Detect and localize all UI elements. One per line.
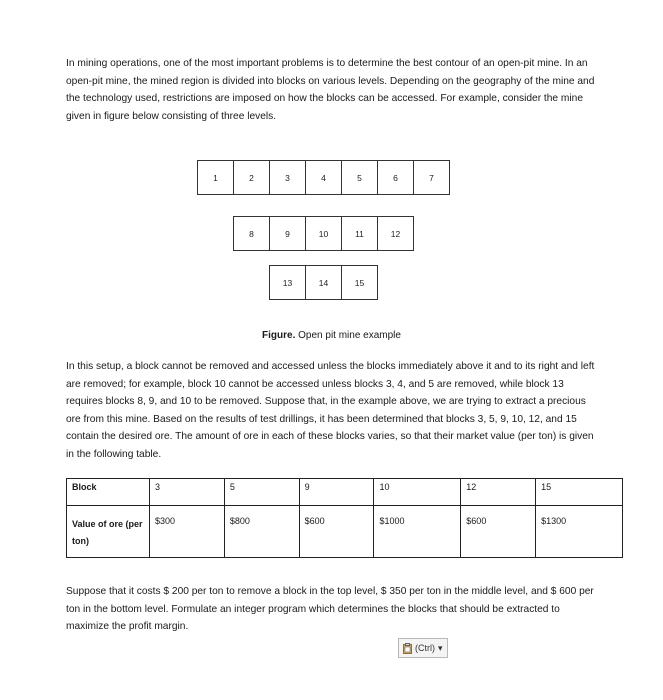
block-cell: 3 <box>150 479 225 506</box>
table-row <box>67 479 623 506</box>
block-cell: 15 <box>536 479 623 506</box>
chevron-down-icon: ▾ <box>438 642 443 653</box>
block-5: 5 <box>341 160 378 195</box>
ore-value-table <box>66 478 623 558</box>
value-cell: $1300 <box>536 506 623 558</box>
caption-label: Figure. <box>262 330 296 341</box>
block-cell: 12 <box>461 479 536 506</box>
block-9: 9 <box>269 216 306 251</box>
block-10: 10 <box>305 216 342 251</box>
block-3: 3 <box>269 160 306 195</box>
setup-paragraph: In this setup, a block cannot be removed and accessed unless the blocks immediately above it and to its right and left are removed; for example, block 10 cannot be accessed unless blocks 3, 4, and 5 are removed, while block 13 requires blocks 8, 9, and 10 to be removed. Suppose that, in the example above, we are trying to extract a precious ore from this mine. Based on the results of test drillings, it has been determined that blocks 3, 5, 9, 10, 12, and 15 contain the desired ore. The amount of ore in each of these blocks varies, so that their market value (per ton) is given in the following table. <box>66 361 595 460</box>
block-1: 1 <box>197 160 234 195</box>
block-13: 13 <box>269 265 306 300</box>
value-cell: $800 <box>224 506 299 558</box>
block-6: 6 <box>377 160 414 195</box>
value-cell: $1000 <box>374 506 461 558</box>
paste-options-label: (Ctrl) <box>415 643 435 653</box>
value-cell: $600 <box>299 506 374 558</box>
block-11: 11 <box>341 216 378 251</box>
table-row <box>67 506 623 558</box>
intro-paragraph: In mining operations, one of the most important problems is to determine the best contour of an open-pit mine. In an open-pit mine, the mined region is divided into blocks on various levels. Depending on the geography of the mine and the technology used, restrictions are imposed on how the blocks can be accessed. For example, consider the mine given in figure below consisting of three levels. <box>66 58 595 122</box>
block-4: 4 <box>305 160 342 195</box>
value-label-cell: Value of ore (per ton) <box>67 506 150 558</box>
header-cell: Block <box>67 479 150 506</box>
block-14: 14 <box>305 265 342 300</box>
block-cell: 10 <box>374 479 461 506</box>
block-cell: 9 <box>299 479 374 506</box>
block-12: 12 <box>377 216 414 251</box>
figure-caption <box>0 330 663 341</box>
paste-options-button[interactable] <box>398 638 448 658</box>
block-8: 8 <box>233 216 270 251</box>
value-cell: $300 <box>150 506 225 558</box>
value-cell: $600 <box>461 506 536 558</box>
block-cell: 5 <box>224 479 299 506</box>
closing-paragraph: Suppose that it costs $ 200 per ton to remove a block in the top level, $ 350 per ton in the middle level, and $ 600 per ton in the bottom level. Formulate an integer program which determines the blocks that should be extracted to maximize the profit margin. <box>66 586 594 632</box>
block-15: 15 <box>341 265 378 300</box>
block-7: 7 <box>413 160 450 195</box>
caption-text: Open pit mine example <box>295 330 401 341</box>
clipboard-icon <box>403 643 412 654</box>
block-2: 2 <box>233 160 270 195</box>
